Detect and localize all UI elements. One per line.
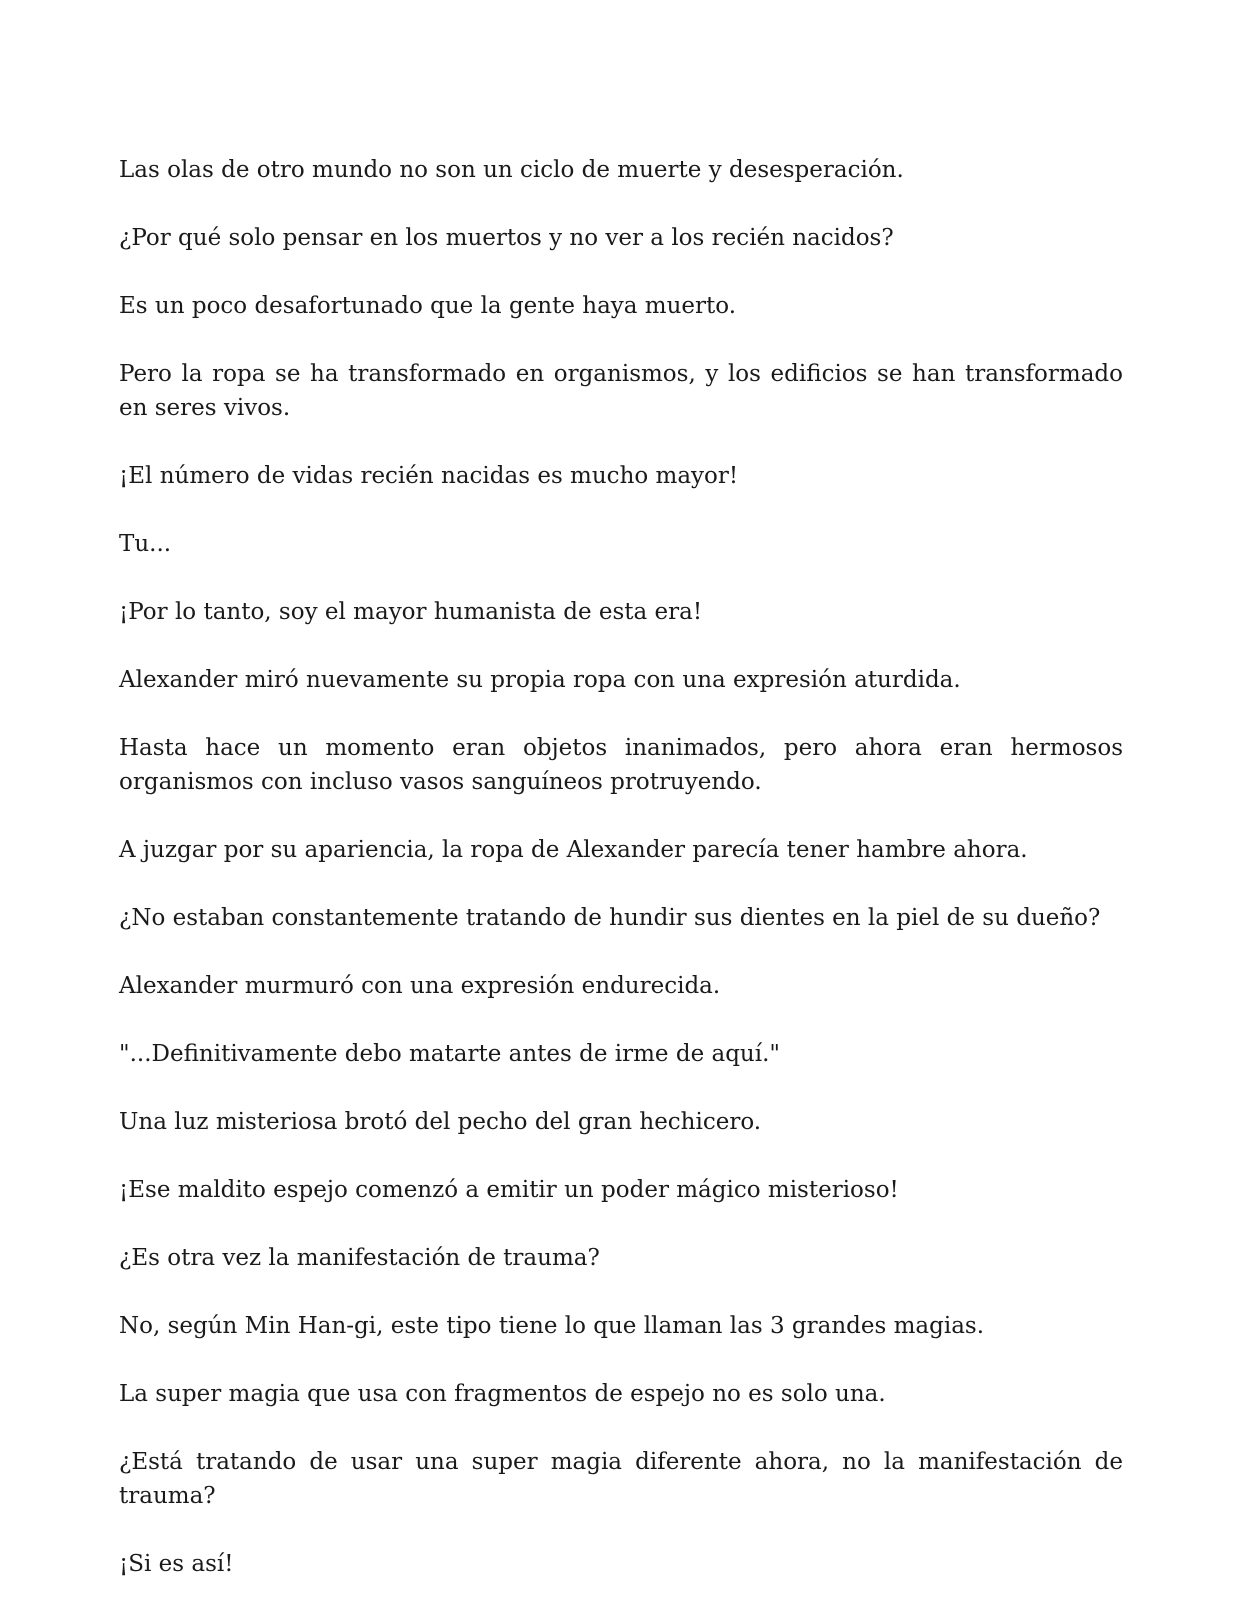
paragraph: La super magia que usa con fragmentos de espejo no es solo una. [119,1381,886,1407]
paragraph: ¿Es otra vez la manifestación de trauma? [119,1245,600,1271]
paragraph: Alexander murmuró con una expresión endurecida. [119,973,721,999]
paragraph: ¡El número de vidas recién nacidas es mucho mayor! [119,463,739,489]
paragraph: Es un poco desafortunado que la gente haya muerto. [119,293,737,319]
paragraph: "...Definitivamente debo matarte antes de irme de aquí." [119,1041,780,1067]
paragraph: Las olas de otro mundo no son un ciclo de muerte y desesperación. [119,157,904,183]
paragraph: ¿Por qué solo pensar en los muertos y no ver a los recién nacidos? [119,225,894,251]
paragraph: ¡Ese maldito espejo comenzó a emitir un poder mágico misterioso! [119,1177,899,1203]
paragraph: ¿Está tratando de usar una super magia diferente ahora, no la manifestación de trauma? [119,1449,1123,1509]
paragraph: Alexander miró nuevamente su propia ropa con una expresión aturdida. [119,667,961,693]
paragraph: Pero la ropa se ha transformado en organismos, y los edificios se han transformado en seres vivos. [119,361,1123,421]
paragraph: ¡Si es así! [119,1551,234,1577]
paragraph: A juzgar por su apariencia, la ropa de Alexander parecía tener hambre ahora. [119,837,1028,863]
paragraph: Hasta hace un momento eran objetos inanimados, pero ahora eran hermosos organismos con incluso vasos sanguíneos protruyendo. [119,735,1123,795]
paragraph: ¿No estaban constantemente tratando de hundir sus dientes en la piel de su dueño? [119,905,1101,931]
paragraph: Una luz misteriosa brotó del pecho del gran hechicero. [119,1109,762,1135]
paragraph: Tu... [119,531,172,557]
paragraph: No, según Min Han-gi, este tipo tiene lo que llaman las 3 grandes magias. [119,1313,985,1339]
document-body [119,153,1123,1615]
paragraph: ¡Por lo tanto, soy el mayor humanista de esta era! [119,599,703,625]
